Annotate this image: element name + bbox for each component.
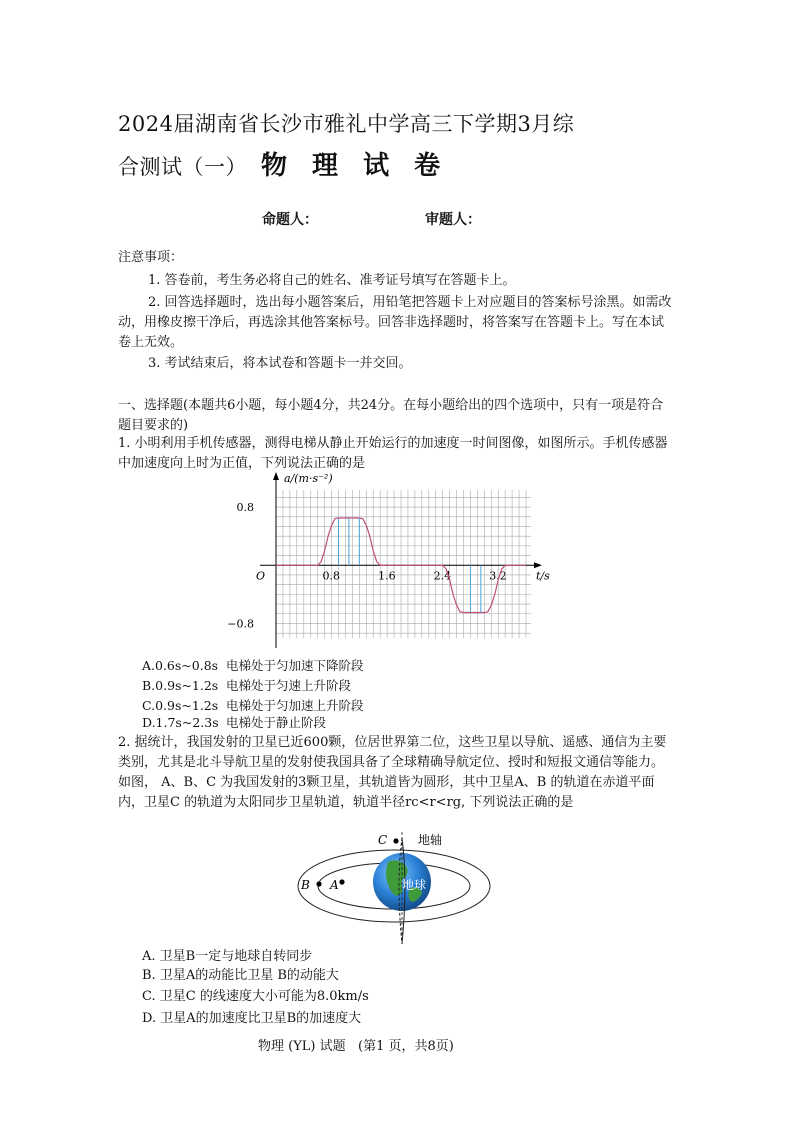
notice-heading: 注意事项： [118, 250, 184, 265]
chart-origin-label: O [256, 569, 266, 583]
q1-option-a [142, 656, 364, 674]
paper-title-line1: 2024届湖南省长沙市雅礼中学高三下学期3月综 [118, 112, 575, 136]
question-1-stem: 1. 小明利用手机传感器，测得电梯从静止开始运行的加速度一时间图像，如图所示。手机传感器中加速度向上时为正值，下列说法正确的是 [118, 436, 668, 471]
q1-option-c-label: C.0.9s~1.2s [142, 698, 219, 713]
chart-ylabel: a/(m·s⁻²) [284, 472, 333, 485]
label-axis: 地轴 [418, 833, 443, 847]
q1-option-c-text: 电梯处于匀加速上升阶段 [226, 698, 364, 713]
question-2-stem: 2. 据统计，我国发射的卫星已近600颗，位居世界第二位，这些卫星以导航、遥感、通信为主要类别，尤其是北斗导航卫星的发射使我国具备了全球精确导航定位、授时和短报文通信等能力。如图， A、B、C 为我国发射的3颗卫星，其轨道皆为圆形，其中卫星A、B 的轨道在赤道平面内，卫星C 的轨道为太阳同步卫星轨道，轨道半径rc<r<rg, 下列说法正确的是 [118, 735, 667, 810]
q2-option-b: B. 卫星A的动能比卫星 B的动能大 [142, 968, 339, 983]
q1-option-b [142, 676, 351, 694]
q1-option-d [142, 713, 326, 731]
x-tick-label: 3.2 [489, 569, 507, 583]
q2-option-a: A. 卫星B一定与地球自转同步 [142, 949, 313, 964]
x-tick-label: 1.6 [378, 569, 396, 583]
y-tick-label: −0.8 [227, 617, 254, 631]
q2-option-d: D. 卫星A的加速度比卫星B的加速度大 [142, 1011, 362, 1026]
reviewer-label: 审题人： [425, 212, 481, 228]
q1-option-a-label: A.0.6s~0.8s [142, 658, 219, 673]
q1-option-d-text: 电梯处于静止阶段 [226, 715, 327, 730]
proposer-label: 命题人： [262, 212, 318, 228]
notice-item-2: 2. 回答选择题时，选出每小题答案后，用铅笔把答题卡上对应题目的答案标号涂黑。如需改动，用橡皮擦干净后，再选涂其他答案标号。回答非选择题时，将答案写在答题卡上。写在本试卷上无效。 [118, 295, 672, 350]
q1-option-c [142, 696, 364, 714]
section-heading: 一、选择题(本题共6小题，每小题4分，共24分。在每小题给出的四个选项中，只有一项是符合题目要求的) [118, 398, 664, 433]
satellite-b [316, 881, 321, 886]
paper-title-subject: 物 理 试 卷 [261, 151, 449, 181]
acceleration-time-chart [227, 468, 550, 650]
notice-item-1: 1. 答卷前，考生务必将自己的姓名、准考证号填写在答题卡上。 [148, 273, 516, 288]
q2-option-c: C. 卫星C 的线速度大小可能为8.0km/s [142, 989, 369, 1004]
q1-option-b-label: B.0.9s~1.2s [142, 678, 219, 693]
y-axis-arrow [273, 472, 279, 480]
satellite-orbit-diagram [296, 826, 496, 942]
notice-item-3: 3. 考试结束后，将本试卷和答题卡一并交回。 [148, 356, 412, 371]
paper-title-line2 [118, 145, 448, 182]
x-tick-label: 0.8 [322, 569, 341, 583]
x-tick-label: 2.4 [433, 569, 452, 583]
label-c: C [378, 833, 388, 847]
y-tick-label: 0.8 [236, 501, 254, 515]
page-footer: 物理 (YL) 试题 (第1 页，共8页) [258, 1039, 454, 1054]
label-b: B [301, 878, 310, 892]
label-earth: 地球 [402, 878, 427, 892]
satellite-a [339, 879, 344, 884]
q1-option-d-label: D.1.7s~2.3s [142, 715, 219, 730]
chart-xlabel: t/s [536, 569, 550, 583]
chart-grid [276, 490, 531, 638]
satellite-c [393, 838, 398, 843]
q1-option-a-text: 电梯处于匀加速下降阶段 [226, 658, 364, 673]
q1-option-b-text: 电梯处于匀速上升阶段 [226, 678, 352, 693]
label-a: A [330, 878, 339, 892]
paper-title-prefix: 合测试（一） [118, 155, 247, 179]
x-axis-arrow [534, 562, 542, 568]
